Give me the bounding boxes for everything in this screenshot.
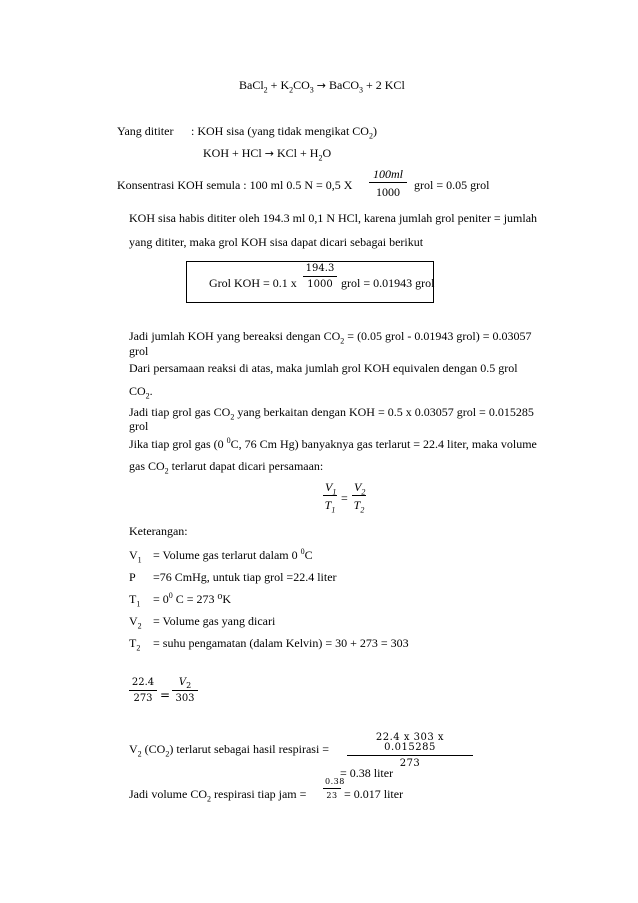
final-volume-text: Jadi volume $CO_2$ respirasi tiap jam = [129, 787, 307, 804]
legend-row-t2-symbol: $T_2$ [129, 636, 141, 653]
gaslaw-v2-over-t2: $\frac{V_2}{T_2}$ [353, 480, 366, 515]
legend-row-p-symbol: P [129, 570, 136, 584]
arrow-icon: → [264, 147, 274, 160]
gaslaw-equals: = [341, 491, 348, 505]
reaction-equation-2: KOH + HCl → KCl + $H_2O$ [203, 146, 332, 163]
legend-row-v1-text: = Volume gas terlarut dalam 0 $^0$C [153, 547, 313, 562]
legend-row-v2-text: = Volume gas yang dicari [153, 614, 276, 628]
reaction-equation-1: BaCl$_2$ + $K_2CO_3$ → BaCO$_3$ + 2 KCl [239, 78, 405, 95]
initial-concentration-text: Konsentrasi KOH semula : 100 ml 0.5 N = 0,5 X [117, 178, 353, 192]
legend-row-t1-symbol: $T_1$ [129, 592, 141, 609]
paragraph-3-line-1: Dari persamaan reaksi di atas, maka jumlah grol KOH equivalen dengan 0.5 grol [129, 361, 518, 375]
paragraph-2-line-1: Jadi jumlah KOH yang bereaksi dengan $CO_2 = (0.05$ grol - 0.01943 grol) = 0.03057 [129, 329, 532, 346]
v2-result-text: $V_2$ $(CO_2)$ terlarut sebagai hasil respirasi = [129, 742, 330, 759]
ratio-right-fraction: $\frac{V_2}{303}$ [172, 678, 198, 704]
paragraph-1-line-2: yang dititer, maka grol KOH sisa dapat dicari sebagai berikut [129, 235, 424, 249]
initial-concentration-fraction: $\frac{100ml}{1000}$ [369, 168, 407, 198]
paragraph-2-line-2: grol [129, 344, 149, 358]
legend-row-p-text: =76 CmHg, untuk tiap grol =22.4 liter [153, 570, 337, 584]
paragraph-4-line-2: grol [129, 419, 149, 433]
initial-concentration-result: grol = 0.05 grol [414, 178, 490, 192]
paragraph-1-line-1: KOH sisa habis dititer oleh 194.3 ml 0,1 N HCl, karena jumlah grol peniter = jumlah [129, 211, 538, 225]
ratio-left-fraction: $\frac{22.4}{273}$ [129, 678, 157, 704]
legend-row-t1-text: = $0^0$ C = 273 ⁰K [153, 591, 232, 606]
paragraph-4-line-1: Jadi tiap grol gas $CO_2$ yang berkaitan dengan KOH = 0.5 x 0.03057 grol = 0.015285 [129, 405, 534, 422]
titrated-value: : KOH sisa (yang tidak mengikat $CO_2$) [191, 124, 377, 141]
arrow-icon: → [316, 79, 326, 92]
paragraph-5-line-1: Jika tiap grol gas (0 $^0$C, 76 Cm Hg) banyaknya gas terlarut = 22.4 liter, maka volume [129, 436, 537, 451]
legend-title: Keterangan: [129, 524, 188, 538]
titrated-label: Yang dititer [117, 124, 174, 138]
ratio-equals: = [160, 688, 171, 702]
paragraph-5-line-2: gas $CO_2$ terlarut dapat dicari persamaan: [129, 459, 324, 476]
boxed-pre: Grol KOH = 0.1 x [209, 276, 297, 290]
v2-result-value: = 0.38 liter [340, 766, 394, 780]
legend-row-t2-text: = suhu pengamatan (dalam Kelvin) = 30 + 273 = 303 [153, 636, 409, 650]
gaslaw-v1-over-t1: $\frac{V_1}{T_1}$ [324, 480, 337, 515]
final-volume-fraction: $\frac{0.38}{23}$ [325, 777, 345, 800]
final-volume-result: = 0.017 liter [344, 787, 404, 801]
v2-result-fraction: $\frac{22.4 x 303 x 0.015285}{273}$ [347, 733, 473, 769]
legend-row-v1-symbol: $V_1$ [129, 548, 142, 565]
paragraph-3-line-2: $CO_2$. [129, 384, 153, 401]
boxed-fraction: $\frac{194.3}{1000}$ [303, 264, 337, 290]
legend-row-v2-symbol: $V_2$ [129, 614, 142, 631]
boxed-post: grol = 0.01943 grol [341, 276, 435, 290]
